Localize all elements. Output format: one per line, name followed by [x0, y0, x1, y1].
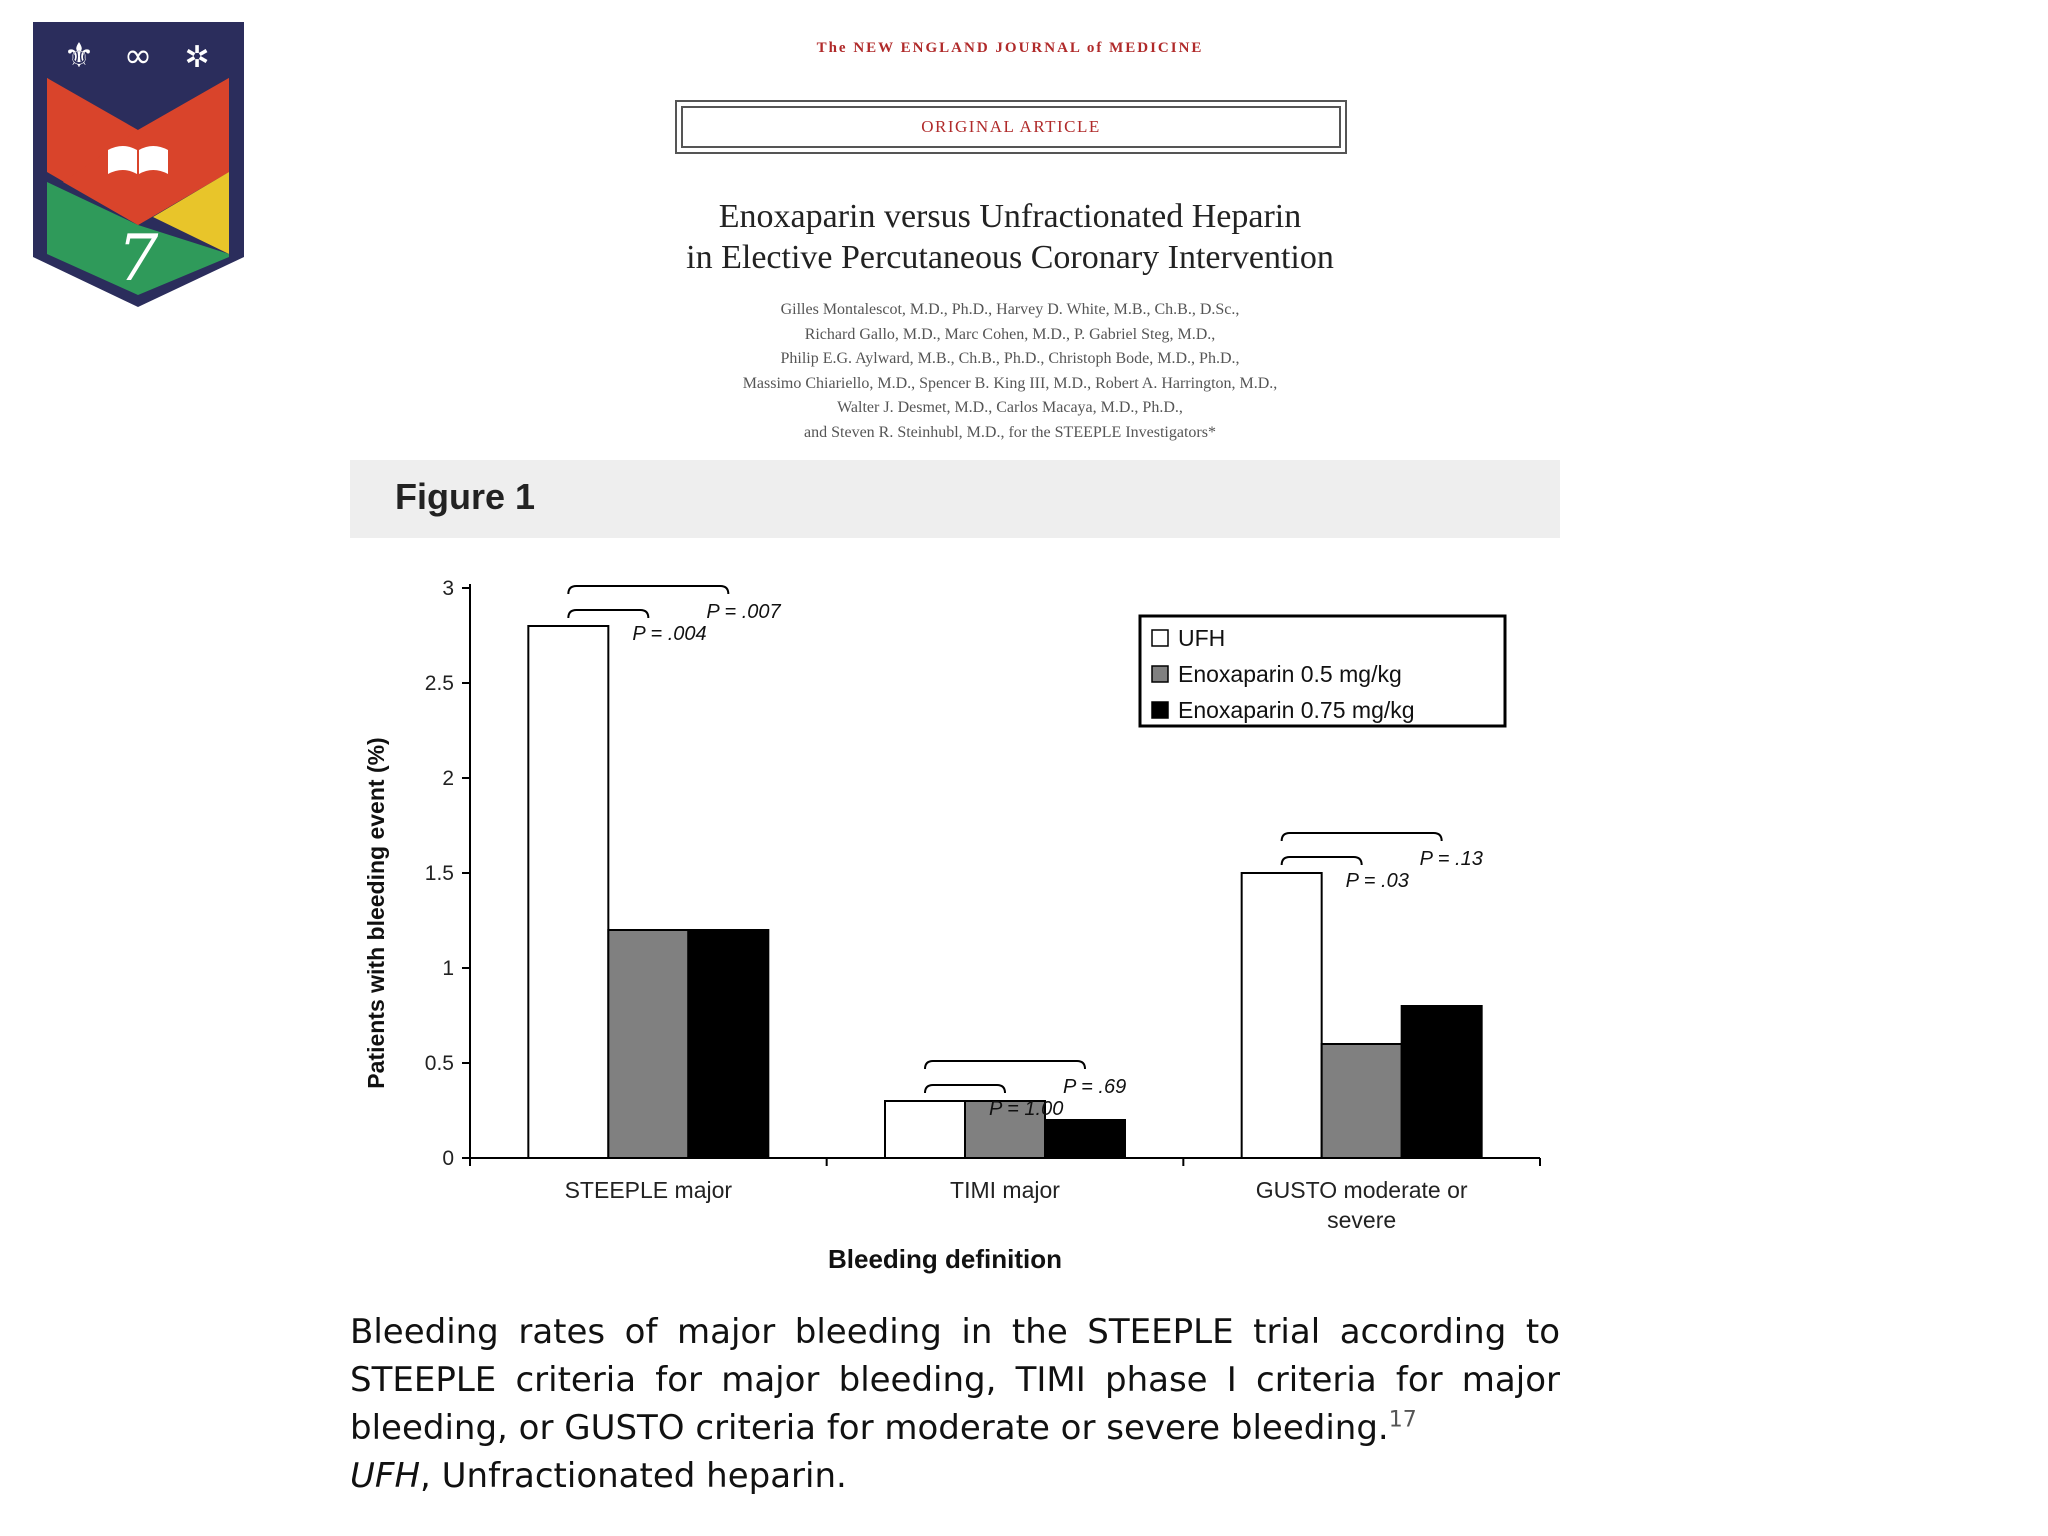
figure-caption — [350, 1308, 1560, 1500]
bar-2-1 — [1322, 1044, 1402, 1158]
bar-0-0 — [528, 626, 608, 1158]
p-value-inner: P = 1.00 — [989, 1098, 1064, 1120]
fleur-icon: ⚜ — [63, 36, 95, 76]
article-type-box — [675, 100, 1347, 154]
x-category-label: TIMI major — [950, 1177, 1060, 1203]
title-line-2: in Elective Percutaneous Coronary Intervention — [686, 239, 1334, 276]
p-bracket-inner — [925, 1085, 1005, 1093]
journal-name: The NEW ENGLAND JOURNAL of MEDICINE — [816, 40, 1204, 56]
caption-text: Bleeding rates of major bleeding in the STEEPLE trial according to STEEPLE criteria for major bleeding, TIMI phase I criteria for major bleeding, or GUSTO criteria for moderate or severe bleeding. — [350, 1312, 1560, 1448]
author-line: Massimo Chiariello, M.D., Spencer B. King III, M.D., Robert A. Harrington, M.D., — [742, 374, 1278, 392]
caption-reference: 17 — [1388, 1407, 1417, 1433]
y-tick-label: 2.5 — [424, 672, 454, 695]
bar-0-2 — [688, 930, 768, 1158]
x-category-label: STEEPLE major — [564, 1177, 733, 1203]
title-line-1: Enoxaparin versus Unfractionated Heparin — [718, 198, 1302, 235]
knot-icon: ∞ — [123, 36, 153, 76]
bar-2-0 — [1242, 873, 1322, 1158]
caption-abbr-term: UFH — [350, 1456, 421, 1496]
y-tick-label: 0 — [442, 1147, 454, 1170]
p-value-inner: P = .004 — [632, 623, 707, 645]
university-logo — [33, 22, 244, 307]
p-bracket-outer — [1282, 833, 1442, 841]
caption-abbreviation — [350, 1456, 847, 1496]
legend-label-2: Enoxaparin 0.75 mg/kg — [1178, 697, 1415, 723]
x-category-label: severe — [1327, 1207, 1397, 1233]
logo-numeral: 7 — [117, 222, 159, 296]
p-bracket-outer — [568, 586, 728, 594]
author-line: Walter J. Desmet, M.D., Carlos Macaya, M.D., Ph.D., — [837, 399, 1183, 416]
bar-1-0 — [885, 1101, 965, 1158]
p-value-outer: P = .13 — [1419, 848, 1483, 870]
y-axis-title: Patients with bleeding event (%) — [363, 737, 389, 1089]
caption-abbr-definition: , Unfractionated heparin. — [420, 1456, 847, 1496]
x-axis-title: Bleeding definition — [828, 1244, 1062, 1274]
y-tick-label: 3 — [442, 577, 454, 600]
legend-swatch-0 — [1152, 630, 1168, 646]
x-category-label: GUSTO moderate or — [1255, 1177, 1468, 1203]
bar-0-1 — [608, 930, 688, 1158]
rose-icon: ✲ — [184, 40, 210, 75]
legend-label-1: Enoxaparin 0.5 mg/kg — [1178, 661, 1402, 687]
author-line: and Steven R. Steinhubl, M.D., for the STEEPLE Investigators* — [804, 423, 1216, 441]
caption-text-block — [350, 1308, 1560, 1452]
p-bracket-outer — [925, 1061, 1085, 1069]
legend-swatch-1 — [1152, 666, 1168, 682]
y-tick-label: 0.5 — [424, 1052, 454, 1075]
bar-2-2 — [1402, 1006, 1482, 1158]
figure-label: Figure 1 — [395, 476, 536, 517]
author-line: Philip E.G. Aylward, M.B., Ch.B., Ph.D., Christoph Bode, M.D., Ph.D., — [780, 350, 1240, 367]
legend-swatch-2 — [1152, 702, 1168, 718]
y-tick-label: 2 — [442, 767, 454, 790]
figure-header-band — [350, 460, 1560, 538]
bleeding-bar-chart — [350, 560, 1560, 1290]
bar-1-2 — [1045, 1120, 1125, 1158]
author-list — [640, 298, 1380, 445]
p-bracket-inner — [1282, 857, 1362, 865]
p-value-outer: P = .69 — [1063, 1076, 1127, 1098]
article-type-label: ORIGINAL ARTICLE — [681, 106, 1341, 148]
p-value-outer: P = .007 — [706, 601, 781, 623]
author-line: Gilles Montalescot, M.D., Ph.D., Harvey D. White, M.B., Ch.B., D.Sc., — [780, 301, 1240, 318]
y-tick-label: 1.5 — [424, 862, 454, 885]
author-line: Richard Gallo, M.D., Marc Cohen, M.D., P. Gabriel Steg, M.D., — [804, 325, 1216, 343]
article-title — [620, 196, 1400, 278]
p-bracket-inner — [568, 610, 648, 618]
legend-label-0: UFH — [1178, 625, 1226, 651]
p-value-inner: P = .03 — [1345, 870, 1409, 892]
y-tick-label: 1 — [442, 957, 454, 980]
